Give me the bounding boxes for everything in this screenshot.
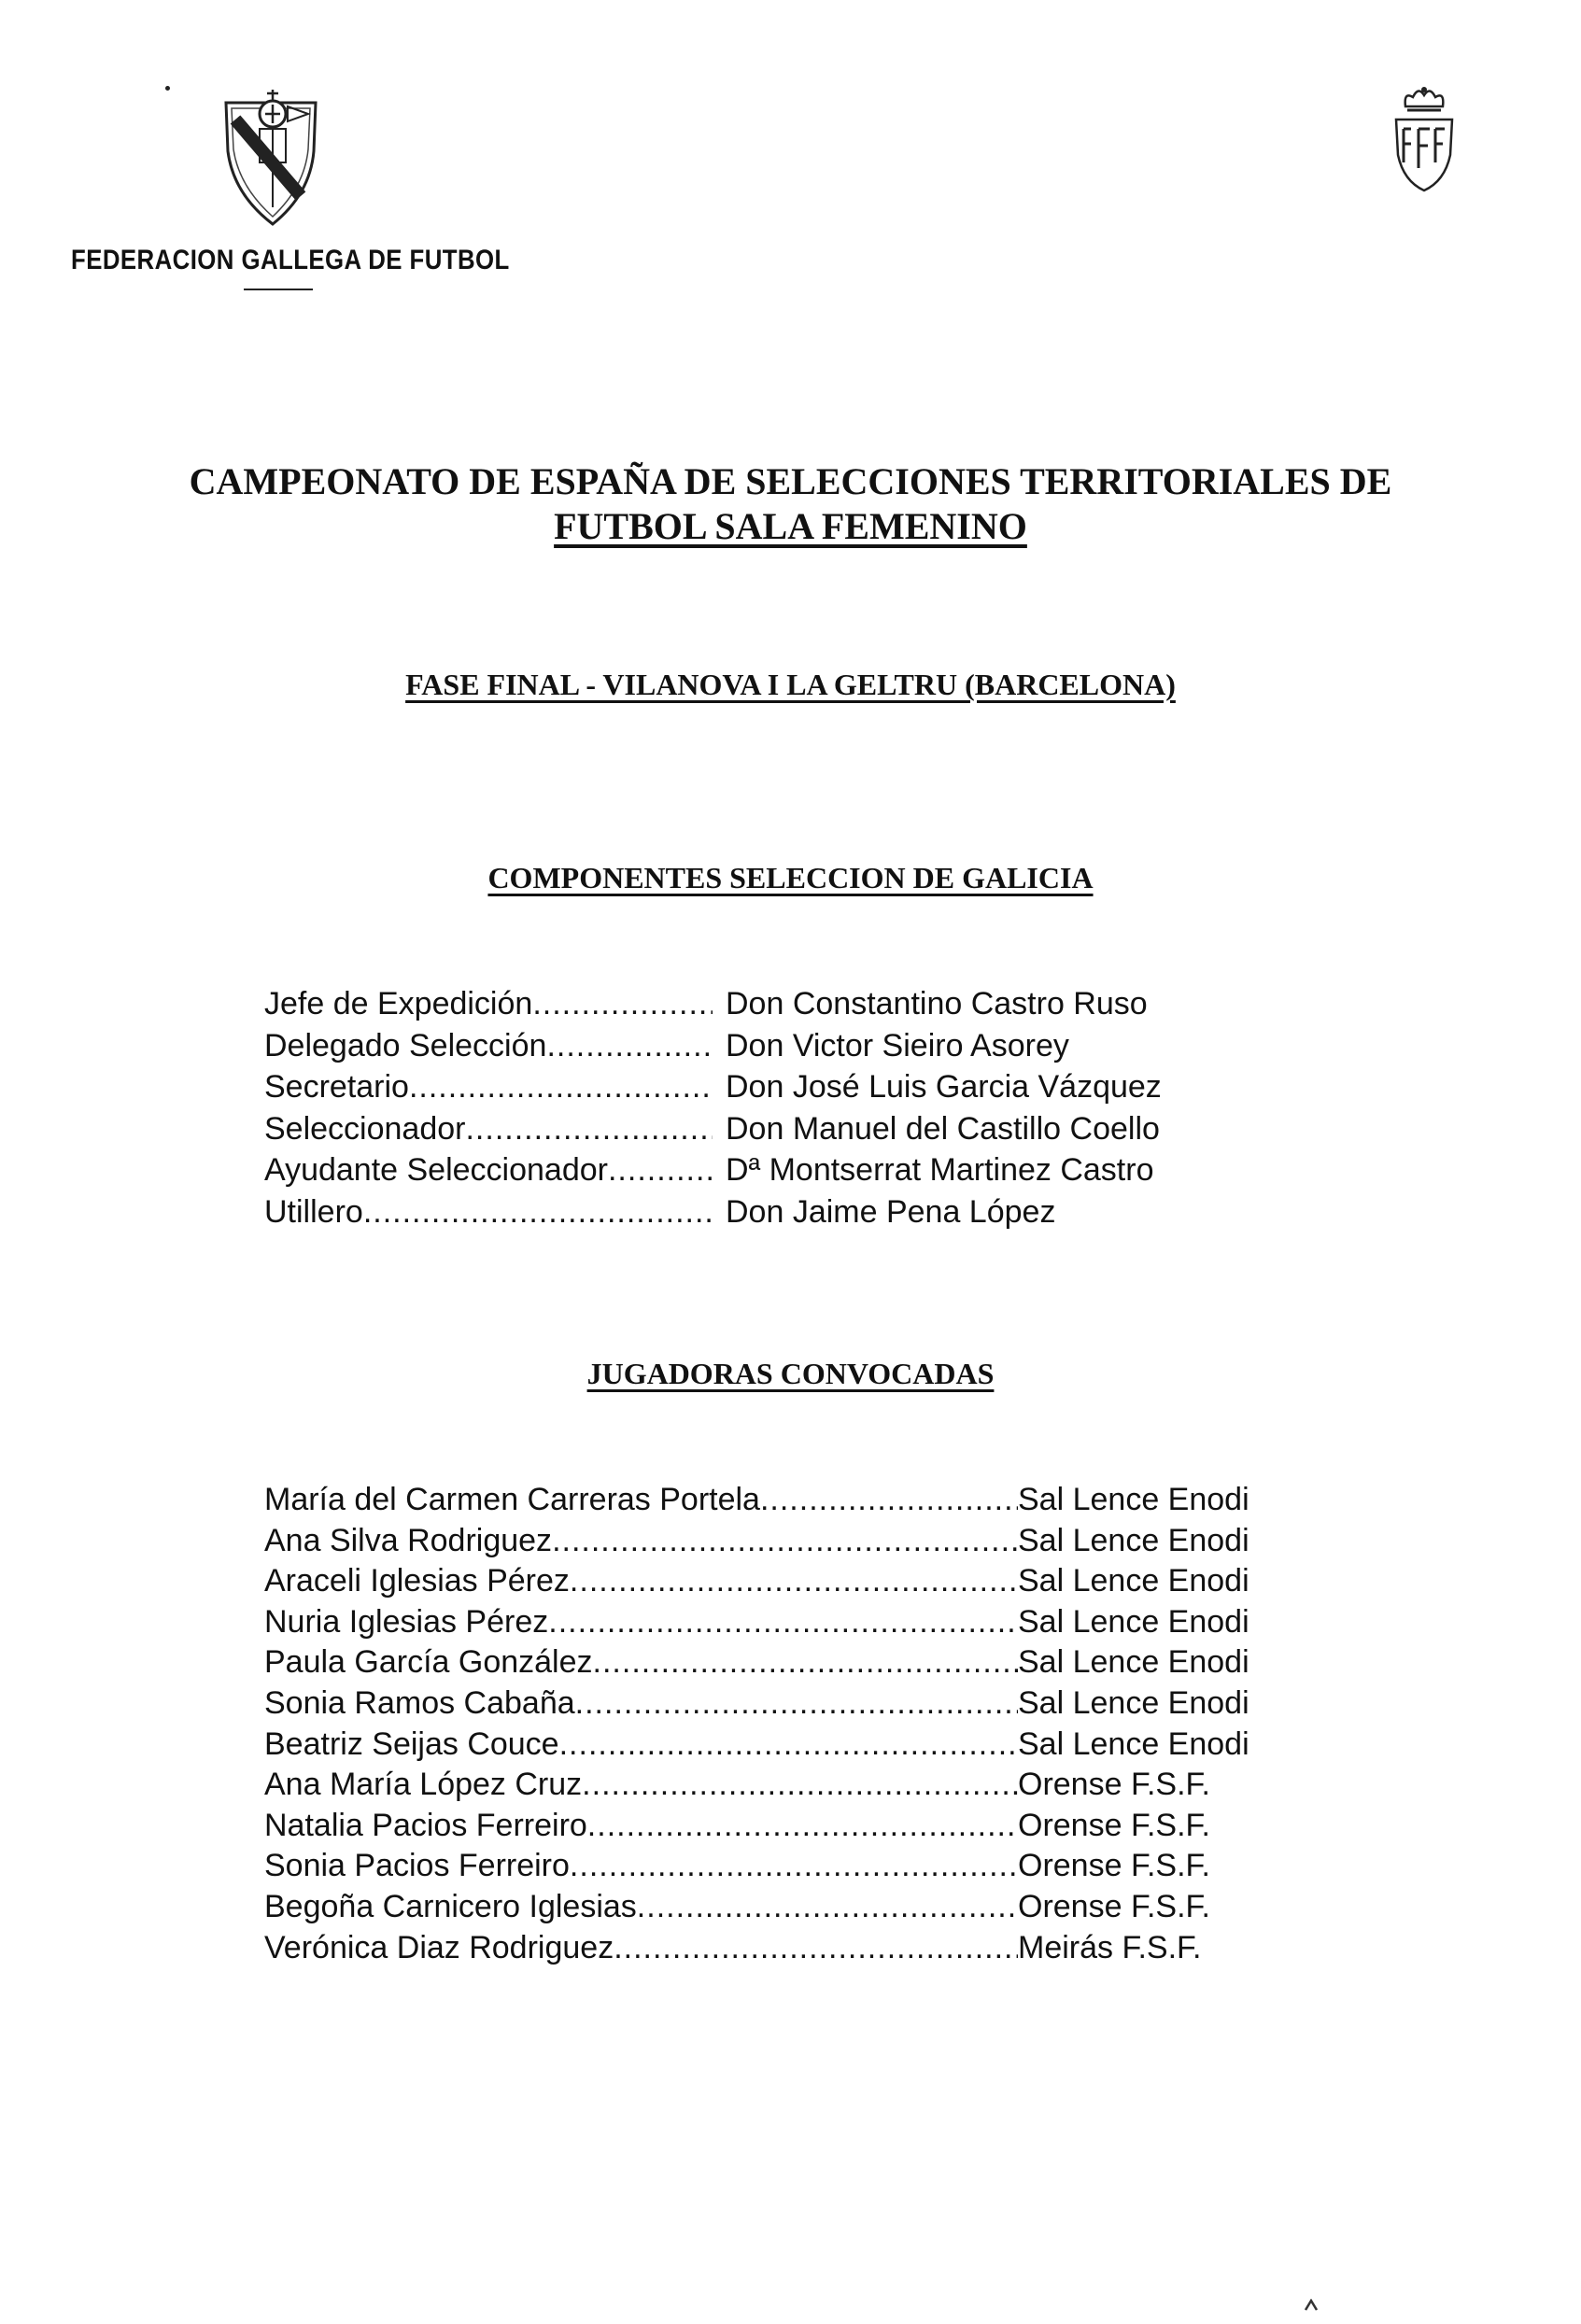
staff-role: Seleccionador (264, 1110, 466, 1147)
galician-football-federation-crest-icon (222, 86, 319, 228)
player-club: Sal Lence Enodi (1018, 1684, 1249, 1721)
dot-leader (559, 1725, 1018, 1766)
player-name: María del Carmen Carreras Portela (264, 1482, 760, 1517)
staff-row (264, 1025, 1162, 1067)
dot-leader (608, 1149, 713, 1191)
spanish-football-federation-crest-icon (1390, 82, 1458, 192)
scan-mark (1304, 2299, 1319, 2312)
staff-role: Secretario (264, 1069, 409, 1105)
dot-leader (570, 1561, 1018, 1602)
player-name: Begoña Carnicero Iglesias (264, 1888, 637, 1924)
dot-leader (363, 1191, 713, 1233)
player-club: Sal Lence Enodi (1018, 1644, 1249, 1681)
scan-speck (165, 86, 170, 91)
player-name: Ana Silva Rodriguez (264, 1522, 553, 1558)
player-club: Sal Lence Enodi (1018, 1522, 1249, 1558)
staff-list (264, 983, 1162, 1232)
player-row (264, 1887, 1298, 1928)
dot-leader (582, 1765, 1018, 1806)
dot-leader (637, 1887, 1018, 1928)
dot-leader (593, 1642, 1018, 1683)
dot-leader (587, 1806, 1018, 1847)
player-row (264, 1480, 1298, 1521)
staff-member-name: Don Victor Sieiro Asorey (726, 1027, 1069, 1063)
player-club: Orense F.S.F. (1018, 1807, 1210, 1843)
player-name: Verónica Diaz Rodriguez (264, 1929, 614, 1965)
player-club: Orense F.S.F. (1018, 1767, 1210, 1803)
dot-leader (614, 1928, 1018, 1969)
staff-member-name: Don Constantino Castro Ruso (726, 986, 1148, 1021)
staff-member-name: Don José Luis Garcia Vázquez (726, 1069, 1162, 1105)
staff-row (264, 1149, 1162, 1191)
player-name: Paula García González (264, 1644, 593, 1681)
player-name: Beatriz Seijas Couce (264, 1725, 559, 1762)
staff-member-name: Don Jaime Pena López (726, 1193, 1056, 1230)
staff-role: Utillero (264, 1193, 363, 1230)
staff-member-name: Dª Montserrat Martinez Castro (726, 1152, 1154, 1188)
final-phase-subtitle: FASE FINAL - VILANOVA I LA GELTRU (BARCELONA) (405, 668, 1176, 701)
player-row (264, 1602, 1298, 1643)
dot-leader (548, 1602, 1018, 1643)
player-row (264, 1642, 1298, 1683)
staff-row (264, 1108, 1162, 1150)
player-list (264, 1480, 1298, 1968)
federation-name-rule (244, 289, 313, 290)
staff-row (264, 1191, 1162, 1233)
dot-leader (546, 1025, 713, 1067)
player-club: Sal Lence Enodi (1018, 1563, 1249, 1599)
player-row (264, 1928, 1298, 1969)
player-row (264, 1521, 1298, 1562)
dot-leader (532, 983, 713, 1025)
player-name: Nuria Iglesias Pérez (264, 1603, 549, 1640)
player-row (264, 1725, 1298, 1766)
championship-title-line1: CAMPEONATO DE ESPAÑA DE SELECCIONES TERRITORIALES DE (189, 460, 1392, 502)
player-club: Meirás F.S.F. (1018, 1929, 1202, 1965)
staff-role: Ayudante Seleccionador (264, 1152, 608, 1188)
player-row (264, 1765, 1298, 1806)
staff-role: Jefe de Expedición (264, 986, 533, 1021)
player-name: Natalia Pacios Ferreiro (264, 1807, 587, 1843)
dot-leader (760, 1480, 1018, 1521)
player-club: Sal Lence Enodi (1018, 1725, 1249, 1762)
staff-heading: COMPONENTES SELECCION DE GALICIA (487, 861, 1094, 894)
players-heading: JUGADORAS CONVOCADAS (586, 1357, 995, 1390)
player-row (264, 1561, 1298, 1602)
player-club: Orense F.S.F. (1018, 1848, 1210, 1884)
championship-title-line2: FUTBOL SALA FEMENINO (554, 505, 1027, 547)
staff-row (264, 983, 1162, 1025)
player-club: Sal Lence Enodi (1018, 1482, 1249, 1517)
staff-role: Delegado Selección (264, 1027, 547, 1063)
player-row (264, 1846, 1298, 1887)
player-club: Sal Lence Enodi (1018, 1603, 1249, 1640)
staff-row (264, 1066, 1162, 1108)
staff-member-name: Don Manuel del Castillo Coello (726, 1110, 1160, 1147)
federation-name: FEDERACION GALLEGA DE FUTBOL (71, 245, 510, 275)
player-name: Araceli Iglesias Pérez (264, 1563, 570, 1599)
player-name: Sonia Ramos Cabaña (264, 1684, 575, 1721)
player-name: Sonia Pacios Ferreiro (264, 1848, 570, 1884)
player-name: Ana María López Cruz (264, 1767, 583, 1803)
dot-leader (409, 1066, 713, 1108)
player-row (264, 1683, 1298, 1725)
dot-leader (570, 1846, 1018, 1887)
player-club: Orense F.S.F. (1018, 1888, 1210, 1924)
player-row (264, 1806, 1298, 1847)
dot-leader (465, 1108, 713, 1150)
dot-leader (552, 1521, 1018, 1562)
dot-leader (575, 1683, 1018, 1725)
